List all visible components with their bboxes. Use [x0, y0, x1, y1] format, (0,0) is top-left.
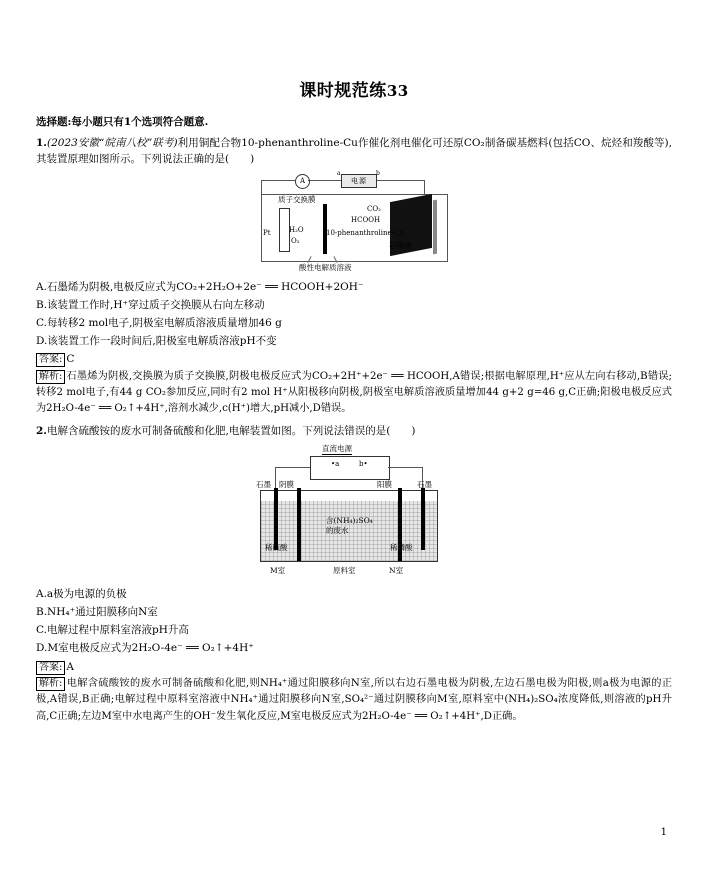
- question-1: [36, 135, 672, 417]
- graphene-electrode-edge: [433, 199, 437, 254]
- question-1-source: (2023安徽“皖南八校”联考): [46, 137, 178, 150]
- waste-water-label-line1: 含(NH₄)₂SO₄: [326, 516, 373, 526]
- co2-label: CO₂: [367, 204, 381, 213]
- dilute-phosphoric-acid-label: 稀磷酸: [390, 543, 413, 553]
- wire2-left-down: [275, 467, 276, 488]
- question-2-stem: [36, 423, 672, 439]
- question-1-text: 利用铜配合物10-phenanthroline-Cu作催化剂电催化可还原CO₂制备碳基燃料(包括CO、烷烃和羧酸等),其装置原理如图所示。下列说法正确的是( ): [36, 137, 672, 166]
- chamber-m-label: M室: [270, 566, 286, 576]
- option-2-d[interactable]: D.M室电极反应式为2H₂O-4e⁻ ══ O₂↑+4H⁺: [36, 642, 254, 655]
- wire2-left-top: [275, 467, 310, 468]
- wire-left-top: [261, 180, 295, 181]
- wire2-right-top: [388, 467, 423, 468]
- answer-tag-2: 答案:: [36, 661, 65, 675]
- page-content: [36, 0, 672, 727]
- page-title-number: 33: [386, 82, 409, 100]
- question-2-options: [36, 585, 672, 657]
- chamber-n-label: N室: [389, 566, 404, 576]
- figure-co2-electrocatalysis-device: [247, 169, 461, 276]
- anion-membrane-label: 阴膜: [279, 480, 294, 490]
- question-2-number: 2.: [36, 425, 47, 438]
- question-1-options: [36, 278, 672, 350]
- hcooh-label: HCOOH: [351, 215, 381, 224]
- section-instruction: 选择题:每小题只有1个选项符合题意.: [36, 116, 209, 128]
- question-2-text: 电解含硫酸铵的废水可制备硫酸和化肥,电解装置如图。下列说法错误的是( ): [46, 425, 416, 438]
- answer-value-1: C: [66, 352, 75, 365]
- catalyst-label: 10-phenanthroline-Cu: [326, 228, 404, 237]
- figure-ammonium-sulfate-electrolysis-device: [234, 443, 474, 583]
- wire-mid-top: [308, 180, 341, 181]
- graphite-electrode-right: [421, 488, 425, 550]
- question-1-analysis: [36, 369, 672, 417]
- power-source-box: 电源: [341, 174, 377, 188]
- page-number: 1: [660, 827, 667, 838]
- anion-membrane: [297, 488, 301, 561]
- question-2-answer-row: [36, 659, 672, 676]
- wire-right-top: [375, 180, 425, 181]
- waste-water-label-line2: 的废水: [326, 526, 349, 536]
- terminal-a-label: a: [337, 169, 341, 177]
- graphite-right-label: 石墨: [417, 480, 432, 490]
- option-1-b[interactable]: B.该装置工作时,H⁺穿过质子交换膜从右向左移动: [36, 298, 265, 311]
- analysis-tag-2: 解析:: [36, 677, 65, 691]
- electrolyte-label: 酸性电解质溶液: [299, 262, 352, 272]
- terminal-a-text-2: a: [335, 460, 340, 469]
- question-1-stem: [36, 135, 672, 168]
- membrane-label: 质子交换膜: [278, 194, 316, 204]
- o2-label: O₂: [291, 236, 300, 245]
- option-1-d[interactable]: D.该装置工作一段时间后,阳极室电解质溶液pH不变: [36, 334, 277, 347]
- terminal-b-label-2: b•: [359, 460, 368, 469]
- terminal-a-label-2: •a: [331, 460, 340, 469]
- h2o-label: H₂O: [289, 225, 304, 234]
- cation-membrane-label: 阳膜: [377, 480, 392, 490]
- page-title: [36, 76, 672, 101]
- pt-electrode-label: Pt: [263, 228, 271, 237]
- terminal-b-text-2: b: [359, 460, 364, 469]
- dc-power-source-box: [310, 456, 390, 480]
- option-2-b[interactable]: B.NH₄⁺通过阳膜移向N室: [36, 606, 158, 619]
- graphene-label: 石墨烯: [389, 240, 412, 250]
- dc-power-source-label: 直流电源: [322, 444, 352, 454]
- question-2: [36, 423, 672, 725]
- terminal-b-label: b: [376, 169, 380, 177]
- analysis-text-1: 石墨烯为阴极,交换膜为质子交换膜,阴极电极反应式为CO₂+2H⁺+2e⁻ ══ HCOOH,A错误;根据电解原理,H⁺应从左向右移动,B错误;转移2 mol电子,有44 g CO₂参加反应,同时有2 mol H⁺从阳极移向阴极,阴极室电解质溶液质量增加44 g+2 g=46 g,C正确;阳极电极反应式为2H₂O-4e⁻ ══ O₂↑+4H⁺,溶剂水减少,c(H⁺)增大,pH减小,D错误。: [36, 370, 672, 414]
- option-2-a[interactable]: A.a极为电源的负极: [36, 588, 127, 601]
- option-2-c[interactable]: C.电解过程中原料室溶液pH升高: [36, 624, 189, 637]
- question-1-number: 1.: [36, 137, 47, 150]
- dilute-sulfuric-acid-label: 稀硫酸: [265, 543, 288, 553]
- question-2-analysis: [36, 676, 672, 724]
- ammeter-icon: A: [295, 174, 310, 189]
- analysis-tag-1: 解析:: [36, 370, 65, 384]
- analysis-text-2: 电解含硫酸铵的废水可制备硫酸和化肥,则NH₄⁺通过阳膜移向N室,所以右边石墨电极为阴极,左边石墨电极为阳极,则a极为电源的正极,A错误,B正确;电解过程中原料室溶液中NH₄⁺通过阳膜移向N室,SO₄²⁻通过阴膜移向M室,原料室中(NH₄)₂SO₄浓度降低,则溶液的pH升高,C正确;左边M室中水电离产生的OH⁻发生氧化反应,M室电极反应式为2H₂O-4e⁻ ══ O₂↑+4H⁺,D正确。: [36, 678, 672, 722]
- page-title-text: 课时规范练: [299, 81, 387, 101]
- chamber-raw-label: 原料室: [333, 566, 356, 576]
- graphite-left-label: 石墨: [256, 480, 271, 490]
- question-1-answer-row: [36, 351, 672, 368]
- option-1-c[interactable]: C.每转移2 mol电子,阴极室电解质溶液质量增加46 g: [36, 316, 282, 329]
- graphite-electrode-left: [274, 488, 278, 550]
- answer-value-2: A: [66, 660, 74, 673]
- answer-tag-1: 答案:: [36, 353, 65, 367]
- option-1-a[interactable]: A.石墨烯为阴极,电极反应式为CO₂+2H₂O+2e⁻ ══ HCOOH+2OH⁻: [36, 280, 364, 293]
